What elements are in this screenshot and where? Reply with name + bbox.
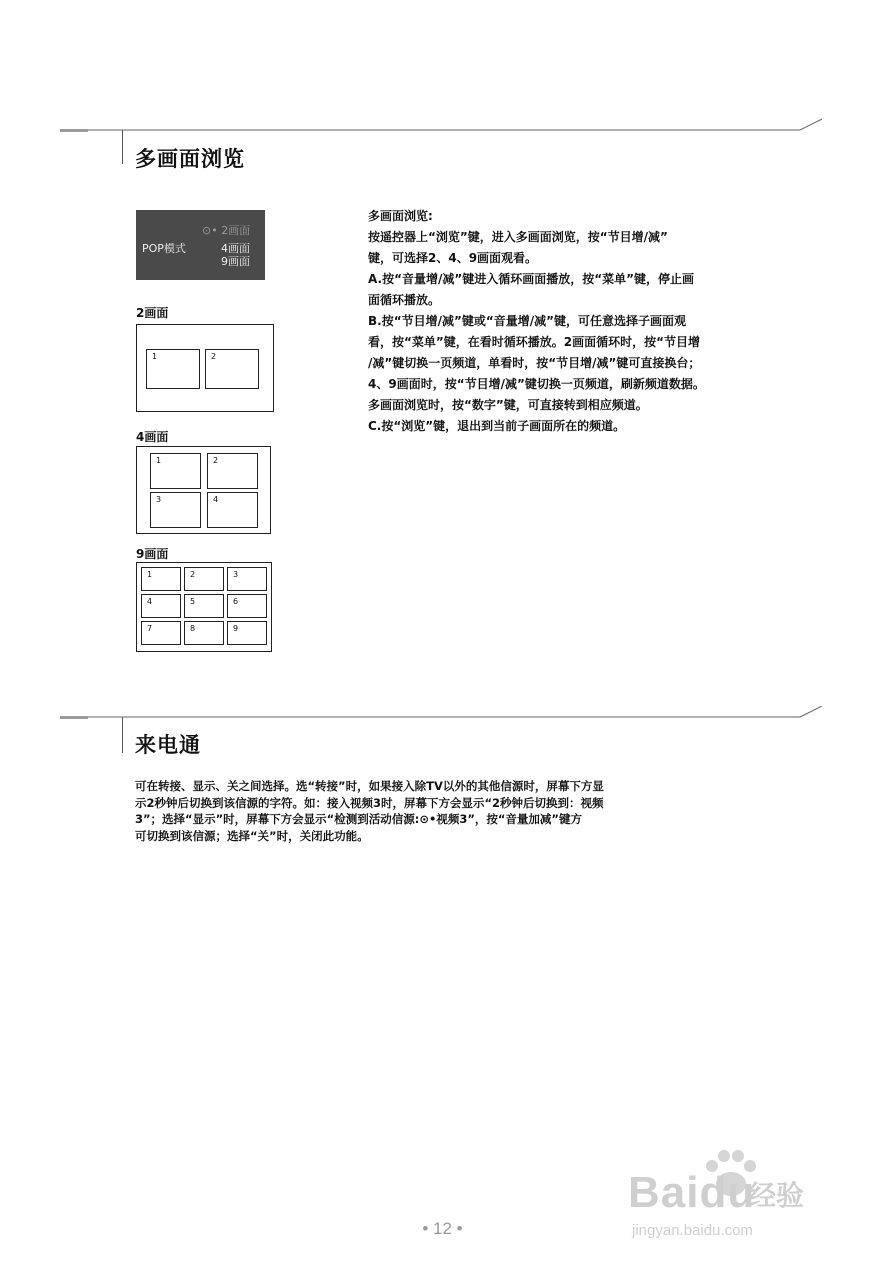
- watermark-brand: Baidu: [628, 1168, 756, 1217]
- pane-1: 1: [146, 349, 200, 389]
- diagram-9-label: 9画面: [136, 547, 169, 561]
- section2-body: [135, 778, 805, 844]
- menu-option-9: 9画面: [221, 255, 250, 268]
- diagram-2-frame: [136, 324, 274, 412]
- menu-label: POP模式: [142, 242, 186, 255]
- watermark-suffix: 经验: [748, 1179, 805, 1212]
- section1-body: [368, 206, 705, 437]
- body-line: 4、9画面时，按“节目增/减”键切换一页频道，刷新频道数据。: [368, 377, 705, 391]
- menu-option-4: 4画面: [221, 242, 250, 255]
- page-number: • 12 •: [422, 1219, 463, 1238]
- body-line: B.按“节目增/减”键或“音量增/减”键，可任意选择子画面观: [368, 314, 687, 328]
- pane-3: 3: [150, 492, 201, 528]
- body-line: 可在转接、显示、关之间选择。选“转接”时，如果接入除TV以外的其他信源时，屏幕下方显: [135, 779, 604, 793]
- pane-2: 2: [184, 567, 224, 591]
- body-line: 示2秒钟后切换到该信源的字符。如：接入视频3时，屏幕下方会显示“2秒钟后切换到：视频: [135, 795, 604, 810]
- pane-2: 2: [207, 453, 258, 489]
- pop-mode-menu: [136, 210, 265, 280]
- diagram-4-frame: [136, 446, 271, 534]
- body-line: 3”；选择“显示”时，屏幕下方会显示“检测到活动信源:⊙•视频3”，按“音量加减”键方: [135, 812, 582, 826]
- pane-8: 8: [184, 621, 224, 645]
- diagram-9-frame: [136, 562, 272, 652]
- body-line: 可切换到该信源；选择“关”时，关闭此功能。: [135, 828, 369, 843]
- pane-2: 2: [205, 349, 259, 389]
- pane-5: 5: [184, 594, 224, 618]
- body-line: 看，按“菜单”键，在看时循环播放。2画面循环时，按“节目增: [368, 335, 701, 349]
- body-line: A.按“音量增/减”键进入循环画面播放，按“菜单”键，停止画: [368, 272, 695, 286]
- section2-header-rule: [0, 706, 885, 726]
- body-line: /减”键切换一页频道，单看时，按“节目增/减”键可直接换台；: [368, 356, 701, 370]
- body-line: C.按“浏览”键，退出到当前子画面所在的频道。: [368, 419, 626, 433]
- body-line: 按遥控器上“浏览”键，进入多画面浏览，按“节目增/减”: [368, 230, 668, 244]
- pane-4: 4: [141, 594, 181, 618]
- body-line: 多画面浏览:: [368, 209, 433, 223]
- diagram-2-label: 2画面: [136, 306, 169, 320]
- pane-6: 6: [227, 594, 267, 618]
- pane-7: 7: [141, 621, 181, 645]
- menu-option-2: ⊙• 2画面: [202, 224, 251, 237]
- diagram-4-label: 4画面: [136, 430, 169, 444]
- pane-1: 1: [150, 453, 201, 489]
- body-line: 键，可选择2、4、9画面观看。: [368, 251, 538, 265]
- pane-1: 1: [141, 567, 181, 591]
- body-line: 面循环播放。: [368, 293, 441, 307]
- body-line: 多画面浏览时，按“数字”键，可直接转到相应频道。: [368, 398, 648, 412]
- pane-3: 3: [227, 567, 267, 591]
- section2-title: 来电通: [135, 733, 201, 757]
- pane-4: 4: [207, 492, 258, 528]
- section1-header-rule: [0, 118, 885, 138]
- section1-title: 多画面浏览: [135, 147, 245, 171]
- pane-9: 9: [227, 621, 267, 645]
- watermark-url: jingyan.baidu.com: [632, 1222, 753, 1239]
